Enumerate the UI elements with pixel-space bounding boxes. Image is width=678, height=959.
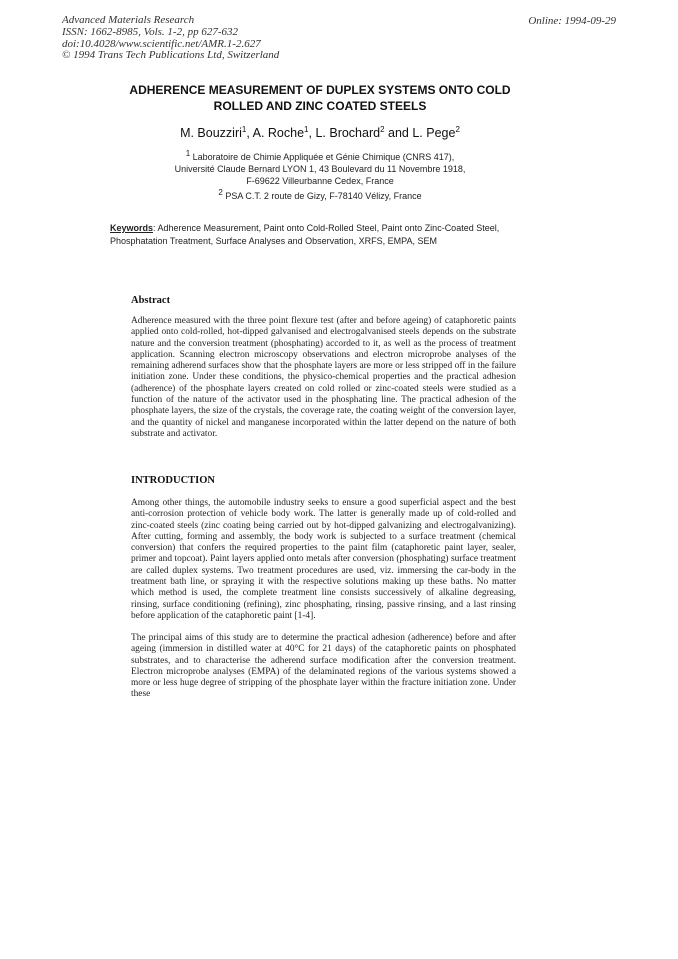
author-affil-mark: 2 — [455, 125, 460, 134]
author-name: L. Pege — [412, 126, 456, 141]
affiliation-mark: 2 — [218, 188, 223, 197]
online-date: Online: 1994-09-29 — [528, 15, 616, 27]
copyright-line: © 1994 Trans Tech Publications Ltd, Switzerland — [62, 49, 280, 62]
introduction-paragraph-2: The principal aims of this study are to determine the practical adhesion (adherence) before and after ageing (immersion in distilled water at 40°C for 21 days) of the cataphoretic paints on phosphated substrates, and to characterise the adherend surface modification after the conversion treatment. Electron microprobe analyses (EMPA) of the delaminated regions of the various systems showed a more or less huge degree of stripping of the phosphate layer within the fracture initiation zone. Under these — [131, 633, 516, 700]
affiliation-line: Laboratoire de Chimie Appliquée et Génie Chimique (CNRS 417), — [192, 152, 455, 162]
introduction-heading: INTRODUCTION — [131, 475, 216, 486]
issn-line: ISSN: 1662-8985, Vols. 1-2, pp 627-632 — [62, 25, 238, 38]
keywords-label: Keywords — [110, 223, 154, 233]
title-line-2: ROLLED AND ZINC COATED STEELS — [213, 98, 427, 113]
doi-line: doi:10.4028/www.scientific.net/AMR.1-2.627 — [62, 37, 261, 50]
paper-title — [110, 83, 530, 114]
author-name: A. Roche — [252, 126, 305, 141]
author-affil-mark: 2 — [380, 125, 385, 134]
author-affil-mark: 1 — [304, 125, 309, 134]
journal-header — [62, 15, 279, 62]
affiliation-2 — [140, 187, 500, 202]
author-conjunction: and — [388, 126, 409, 141]
affiliation-1 — [140, 148, 500, 187]
keywords-text: Adherence Measurement, Paint onto Cold-Rolled Steel, Paint onto Zinc-Coated Steel, Phosphatation Treatment, Surface Analyses and Observation, XRFS, EMPA, SEM — [110, 223, 500, 246]
author-list: M. Bouzziri$^1$, A. Roche$^1$, L. Brochard$^2$ and L. Pege$^2$ — [180, 125, 460, 141]
title-line-1: ADHERENCE MEASUREMENT OF DUPLEX SYSTEMS ONTO COLD — [129, 83, 511, 97]
affiliation-line: Université Claude Bernard LYON 1, 43 Boulevard du 11 Novembre 1918, — [174, 164, 466, 174]
keywords-block — [110, 222, 540, 248]
abstract-heading: Abstract — [131, 295, 171, 306]
author-name: M. Bouzziri — [180, 126, 242, 141]
journal-name: Advanced Materials Research — [62, 14, 195, 26]
affiliation-line: PSA C.T. 2 route de Gizy, F-78140 Vélizy, France — [225, 191, 422, 201]
introduction-paragraph-1: Among other things, the automobile industry seeks to ensure a good superficial aspect and the best anti-corrosion protection of vehicle body work. The latter is generally made up of cold-rolled and zinc-coated steels (zinc coating being carried out by hot-dipped galvanizing and electrogalvanizing). After cutting, forming and assembly, the body work is subjected to a surface treatment (chemical conversion) that confers the required properties to the paint film (cataphoretic paint layer, sealer, primer and topcoat). Paint layers applied onto metals after conversion (phosphating) surface treatment are called duplex systems. Two treatment procedures are used, viz. immersing the car-body in the treatment bath line, or spraying it with the respective solutions making up these baths. No matter which method is used, the complete treatment line consists successively of alkaline degreasing, rinsing, surface conditioning (refining), zinc phosphating, rinsing, passive rinsing, and a last rinsing before application of the cataphoretic paint [1-4]. — [131, 498, 516, 621]
abstract-text: Adherence measured with the three point flexure test (after and before ageing) of cataphoretic paints applied onto cold-rolled, hot-dipped galvanised and electrogalvanised steels depends on the substrate nature and the conversion treatment (phosphating) accorded to it, as well as the process of treatment application. Scanning electron microscopy observations and electron microprobe analyses of the remaining adherend surfaces show that the phosphate layers are more or less stripped off in the failure initiation zone. Under these conditions, the physico-chemical properties and the practical adhesion (adherence) of the phosphate layers created on cold rolled or zinc-coated steels were studied as a function of the nature of the activator used in the phosphating line. The practical adhesion of the phosphate layers, the size of the crystals, the coverage rate, the coating weight of the conversion layer, and the quantity of nickel and manganese incorporated within the latter depend on the nature of both substrate and activator. — [131, 316, 516, 439]
author-name: L. Brochard — [315, 126, 381, 141]
author-affil-mark: 1 — [241, 125, 247, 134]
affiliation-mark: 1 — [185, 149, 191, 158]
affiliation-line: F-69622 Villeurbanne Cedex, France — [246, 176, 394, 186]
keywords-colon: : — [153, 223, 158, 233]
